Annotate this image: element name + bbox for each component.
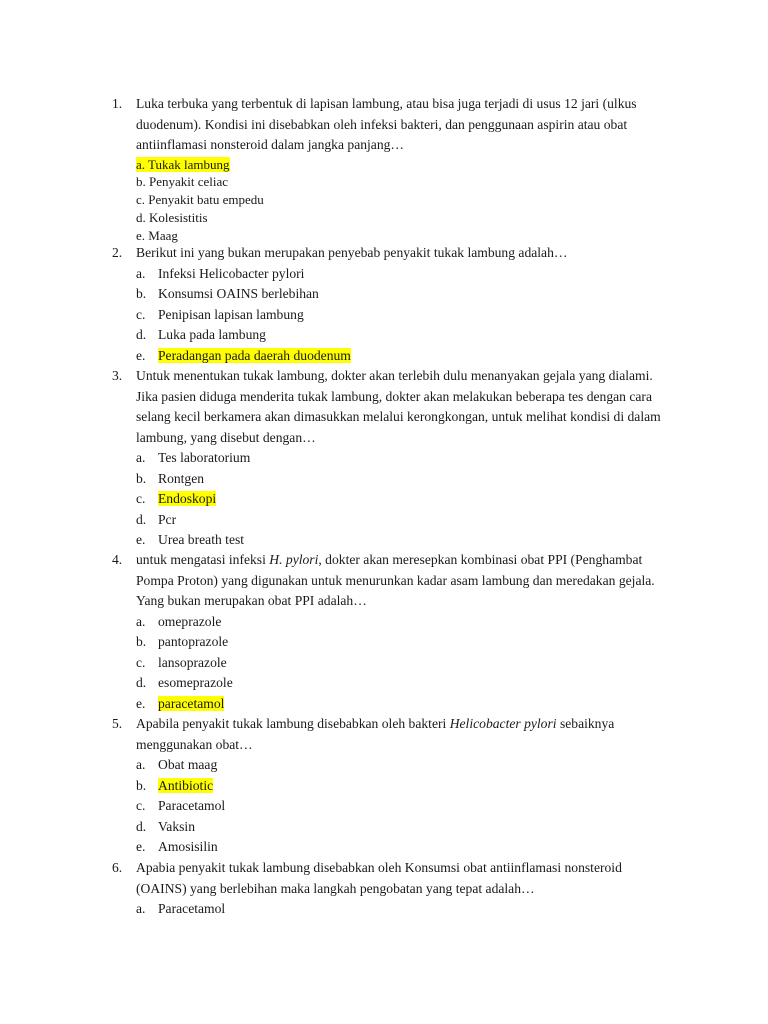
option-b: b. Penyakit celiac	[136, 174, 229, 190]
answer-highlight: Peradangan pada daerah duodenum	[158, 347, 351, 363]
option-e: e. Urea breath test	[136, 532, 245, 547]
option-b: b. Konsumsi OAINS berlebihan	[136, 286, 319, 301]
option-b: b. Rontgen	[136, 470, 205, 486]
option-a: a. omeprazole	[136, 613, 222, 629]
option-d: d. Luka pada lambung	[136, 327, 266, 342]
question-number: 4.	[112, 552, 123, 567]
option-e: e. Amosisilin	[136, 839, 218, 854]
option-a: a. Paracetamol	[136, 901, 226, 916]
question-number: 6.	[112, 860, 123, 875]
question-stem: untuk mengatasi infeksi H. pylori, dokter akan meresepkan kombinasi obat PPI (Penghambat Pompa Proton) yang digunakan untuk menurunkan kadar asam lambung dan meredakan gejala. Yang bukan merupakan obat PPI adalah…	[136, 552, 655, 608]
option-a	[136, 156, 672, 174]
question-number: 2.	[112, 245, 123, 260]
answer-highlight: Endoskopi	[158, 491, 217, 506]
question-6	[112, 858, 672, 920]
option-d: d. Vaksin	[136, 818, 196, 834]
question-number: 3.	[112, 368, 123, 383]
option-c: c. lansoprazole	[136, 654, 227, 670]
answer-highlight: paracetamol	[158, 695, 225, 711]
question-2	[112, 243, 672, 366]
question-stem: Luka terbuka yang terbentuk di lapisan lambung, atau bisa juga terjadi di usus 12 jari (ulkus duodenum). Kondisi ini disebabkan oleh infeksi bakteri, dan penggunaan aspirin atau obat antiinflamasi nonsteroid dalam jangka panjang…	[136, 96, 637, 152]
question-stem: Apabia penyakit tukak lambung disebabkan oleh Konsumsi obat antiinflamasi nonsteroid (OAINS) yang berlebihan maka langkah pengobatan yang tepat adalah…	[136, 860, 622, 896]
question-3	[112, 366, 672, 551]
option-b: b. pantoprazole	[136, 634, 229, 649]
answer-highlight: a. Tukak lambung	[136, 156, 230, 172]
question-4	[112, 550, 672, 714]
question-number: 1.	[112, 96, 123, 111]
option-e: e. Maag	[136, 227, 178, 243]
option-e: e. Peradangan pada daerah duodenum	[136, 347, 351, 363]
question-stem: Untuk menentukan tukak lambung, dokter akan terlebih dulu menanyakan gejala yang dialami. Jika pasien diduga menderita tukak lambung, dokter akan melakukan beberapa tes dengan cara selang kecil berkamera akan dimasukkan melalui kerongkongan, untuk melihat kondisi di dalam lambung, yang disebut dengan…	[136, 368, 661, 445]
option-c: c. Endoskopi	[136, 491, 217, 506]
option-c: c. Penipisan lapisan lambung	[136, 306, 304, 322]
answer-highlight: Antibiotic	[158, 777, 214, 793]
question-stem: Berikut ini yang bukan merupakan penyebab penyakit tukak lambung adalah…	[136, 245, 568, 260]
option-a: a. Tes laboratorium	[136, 450, 251, 465]
option-d: d. Kolesistitis	[136, 209, 208, 225]
option-a: a. Infeksi Helicobacter pylori	[136, 265, 305, 281]
question-number: 5.	[112, 716, 123, 731]
option-d: d. Pcr	[136, 511, 177, 527]
option-b: b. Antibiotic	[136, 777, 214, 793]
question-1	[112, 94, 672, 244]
option-c: c. Penyakit batu empedu	[136, 192, 264, 208]
option-d: d. esomeprazole	[136, 675, 233, 690]
question-stem: Apabila penyakit tukak lambung disebabkan oleh bakteri Helicobacter pylori sebaiknya menggunakan obat…	[136, 716, 615, 752]
option-e: e. paracetamol	[136, 695, 225, 711]
option-c: c. Paracetamol	[136, 798, 226, 813]
question-5	[112, 714, 672, 858]
option-a: a. Obat maag	[136, 757, 218, 772]
